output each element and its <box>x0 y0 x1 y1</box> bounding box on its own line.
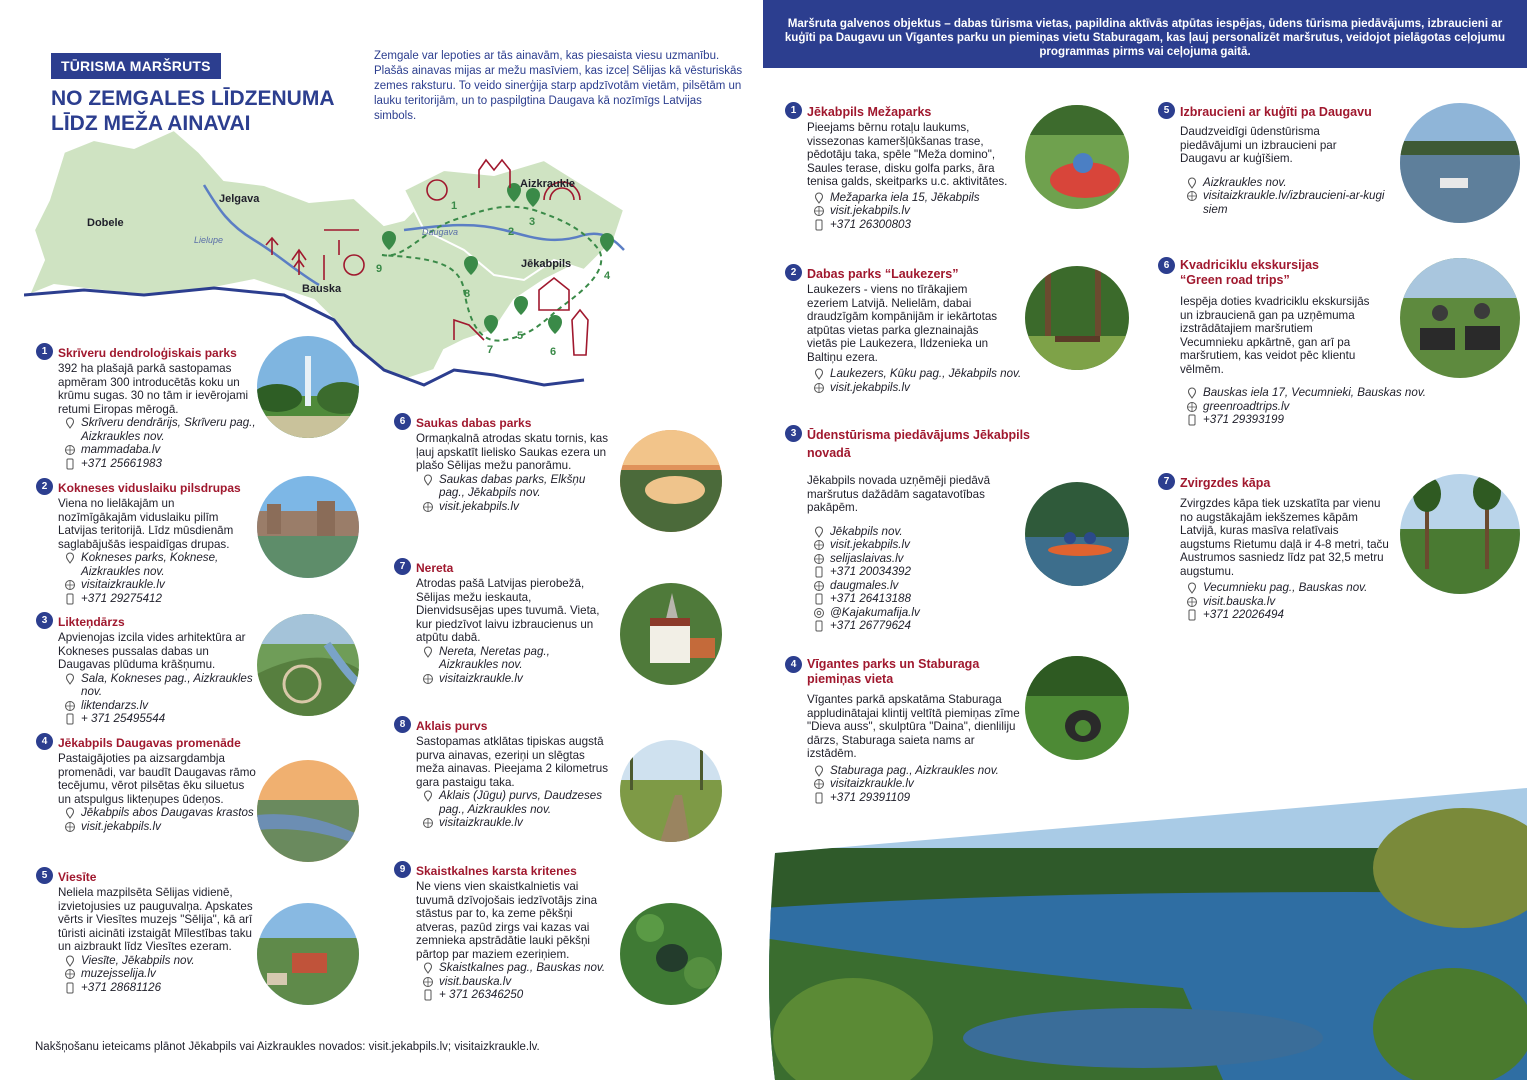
entry-title: Saukas dabas parks <box>416 416 532 430</box>
photo-amphitheatre <box>257 614 359 716</box>
globe-icon <box>64 444 76 456</box>
phone-icon <box>64 458 76 470</box>
entry-badge: 4 <box>785 656 802 673</box>
pin-icon <box>1186 387 1198 399</box>
right-entry-5: 5 Izbraucieni ar kuģīti pa Daugavu Daudzveidīgi ūdenstūrisma piedāvājumi un izbraucieni par Daugavu ar kuģīšiem. Aizkraukles nov. visitaizkraukle.lv/izbraucieni-ar-kugisiem <box>1158 103 1398 216</box>
entry-desc: 392 ha plašajā parkā sastopamas apmēram 300 introducētās koku un krūmu sugas. 30 no tām ir ievērojami retumi Eiropas mērogā. <box>58 362 249 416</box>
pin-icon <box>64 807 76 819</box>
phone-icon <box>422 989 434 1001</box>
map-city-aizkraukle: Aizkraukle <box>520 178 576 190</box>
pin-icon <box>64 673 76 685</box>
entry-desc: Pieejams bērnu rotaļu laukums, vissezonas kameršļūkšanas trase, pēdotāju taka, spēle "Meža domino", Saules terase, disku golfa parks, āra tenisa galds, skeitparks u.c. aktivitātes. <box>807 121 1008 188</box>
phone-icon <box>64 982 76 994</box>
entry-badge: 5 <box>36 867 53 884</box>
entry-desc: Ne viens vien skaistkalnietis vai tuvumā dzīvojošais iedzīvotājs zina stāstus par to, ka zeme pēkšņi atveras, pazūd zirgs vai kazas vai zemnieka apstrādātie lauki pēkšņi pārtop par maziem ezeriņiem. <box>416 880 598 961</box>
globe-icon <box>422 501 434 513</box>
entry-title: Likteņdārzs <box>58 615 125 629</box>
entry-title: Aklais purvs <box>416 719 488 733</box>
phone-icon <box>64 593 76 605</box>
entry-badge: 6 <box>1158 257 1175 274</box>
globe-icon <box>1186 190 1198 202</box>
pin-icon <box>422 474 434 486</box>
globe-icon <box>813 205 825 217</box>
entry-title: Jēkabpils Daugavas promenāde <box>58 736 241 750</box>
map-river-label-lielupe: Lielupe <box>194 235 224 245</box>
intro-text: Zemgale var lepoties ar tās ainavām, kas piesaista viesu uzmanību. Plašās ainavas mijas ar mežu masīviem, kas izceļ Sēlijas kā vēsturiskās zemes raksturu. To veido sinerģija starp apdzīvotām vietām, pilsētām un lauku teritorijām, un to paspilgtina Daugava kā nozīmīgs Latvijas simbols. <box>374 50 743 122</box>
at-icon <box>813 607 825 619</box>
globe-icon <box>64 700 76 712</box>
photo-lake-panorama <box>763 788 1527 1080</box>
footer-note: Nakšņošanu ieteicams plānot Jēkabpils vai Aizkraukles novados: visit.jekabpils.lv; visitaizkraukle.lv. <box>35 1041 540 1053</box>
entry-title: Kokneses viduslaiku pilsdrupas <box>58 481 241 495</box>
entry-badge: 2 <box>785 264 802 281</box>
entry-desc: Vīgantes parkā apskatāma Staburaga appludinātajai klintij veltītā piemiņas zīme "Dieva auss", skulptūra "Daina", dienliliju dārzs, Staburaga saieta nams ar izstādēm. <box>807 693 1020 760</box>
photo-viesite <box>257 903 359 1005</box>
photo-karst-sinkhole <box>620 903 722 1005</box>
phone-icon <box>813 219 825 231</box>
map-stop-7: 7 <box>487 344 494 356</box>
photo-picnic-forest <box>1025 266 1129 370</box>
pin-icon <box>813 368 825 380</box>
pin-icon <box>64 955 76 967</box>
entry-badge: 6 <box>394 413 411 430</box>
right-entry-2: 2 Dabas parks “Laukezers” Laukezers - viens no tīrākajiem ezeriem Latvijā. Nelielām, dabai draudzīgām kompānijām ir iekārtotas atpūtas vietas parka gleznainajās vietās pie Laukezera, Ildzenieka un Baltiņu ezera. Laukezers, Kūku pag., Jēkabpils nov. visit.jekabpils.lv <box>785 265 1035 394</box>
entry-badge: 2 <box>36 478 53 495</box>
left-entry-5: 5 Viesīte Neliela mazpilsēta Sēlijas vidienē, izvietojusies uz pauguvalņa. Apskates vērts ir Viesītes muzejs "Sēlija", kā arī tūristi aicināti izstaigāt Mīlestības taku un aizbraukt līdz Viesītes ezeram. Viesīte, Jēkabpils nov. muzejsselija.lv +371 28681126 <box>36 868 256 994</box>
entry-badge: 3 <box>36 612 53 629</box>
right-entry-6: 6 Kvadriciklu ekskursijas “Green road trips” Iespēja doties kvadriciklu ekskursijās un izbraucienā gan pa uzņēmuma izstrādātajiem maršrutiem Vecumnieku apkārtnē, gan arī pa maršrutiem, kas veidot pēc klientu vēlmēm. Bauskas iela 17, Vecumnieki, Bauskas nov. greenroadtrips.lv +371 29393199 <box>1158 258 1458 427</box>
meta-phone: +371 25661983 <box>64 457 256 471</box>
map-stop-4: 4 <box>604 270 611 282</box>
entry-desc: Neliela mazpilsēta Sēlijas vidienē, izvietojusies uz pauguvalņa. Apskates vērts ir Viesītes muzejs "Sēlija", kā arī tūristi aicināti izstaigāt Mīlestības taku un aizbraukt līdz Viesītes ezeram. <box>58 886 253 953</box>
right-entry-3: 3 Ūdenstūrisma piedāvājums Jēkabpils novadā Jēkabpils novada uzņēmēji piedāvā maršrutus dažādām sagatavotības pakāpēm. Jēkabpils nov. visit.jekabpils.lv selijaslaivas.lv +371 20034392 daugmales.lv +371 26413188 @Kajakumafija.lv +371 26779624 <box>785 426 1035 633</box>
page-title <box>51 86 361 136</box>
map-river-label-daugava: Daugava <box>422 227 459 237</box>
photo-castle-ruins <box>257 476 359 578</box>
entry-desc: Daudzveidīgi ūdenstūrisma piedāvājumi un izbraucieni par Daugavu ar kuģīšiem. <box>1180 125 1337 165</box>
middle-entry-7: 7 Nereta Atrodas pašā Latvijas pierobežā, Sēlijas mežu ieskauta, Dienvidsusējas upes tuvumā. Vieta, kur piedzīvot laivu izbraucienus un atpūtu dabā. Nereta, Neretas pag., Aizkraukles nov. visitaizkraukle.lv <box>394 559 610 685</box>
left-entry-1 <box>36 344 256 470</box>
entry-badge: 8 <box>394 716 411 733</box>
pin-icon <box>422 790 434 802</box>
pin-icon <box>1186 177 1198 189</box>
middle-entry-6: 6 Saukas dabas parks Ormaņkalnā atrodas skatu tornis, kas ļauj apskatīt lielisko Saukas ezera un plašo Sēlijas mežu panorāmu. Saukas dabas parks, Elkšņu pag., Jēkabpils nov. visit.jekabpils.lv <box>394 414 610 513</box>
entry-desc: Pastaigājoties pa aizsargdambja promenādi, var baudīt Daugavas rāmo tecējumu, vērot pilsētas ēku siluetus un atspulgus likteņupes ūdeņos. <box>58 752 256 806</box>
pin-icon <box>813 765 825 777</box>
entry-desc: Jēkabpils novada uzņēmēji piedāvā maršrutus dažādām sagatavotības pakāpēm. <box>807 474 991 514</box>
entry-title: Nereta <box>416 561 454 575</box>
title-line-2: LĪDZ MEŽA AINAVAI <box>51 112 251 135</box>
entry-title: Kvadriciklu ekskursijas “Green road trips” <box>1180 258 1319 287</box>
entry-title: Skaistkalnes karsta kritenes <box>416 864 577 878</box>
pin-icon <box>422 962 434 974</box>
entry-title: Dabas parks “Laukezers” <box>807 267 959 281</box>
photo-bog-boardwalk <box>620 740 722 842</box>
entry-badge: 7 <box>1158 473 1175 490</box>
phone-icon <box>1186 414 1198 426</box>
globe-icon <box>422 817 434 829</box>
entry-desc: Sastopamas atklātas tipiskas augstā purva ainavas, ezeriņi un slēgtas meža ainavas. Pieejama 2 kilometrus gara pastaigu taka. <box>416 735 609 789</box>
map-stop-9: 9 <box>376 263 383 275</box>
map-stop-2: 2 <box>508 226 515 238</box>
entry-title: Viesīte <box>58 870 97 884</box>
map-city-jelgava: Jelgava <box>219 193 260 205</box>
globe-icon <box>813 580 825 592</box>
globe-icon <box>422 976 434 988</box>
right-entry-4: 4 Vīgantes parks un Staburaga piemiņas vieta Vīgantes parkā apskatāma Staburaga appludinātajai klintij veltītā piemiņas zīme "Dieva auss", skulptūra "Daina", dienliliju dārzs, Staburaga saieta nams ar izstādēm. Staburaga pag., Aizkraukles nov. visitaizkraukle.lv +371 29391109 <box>785 657 1035 804</box>
map-stop-5: 5 <box>517 330 524 342</box>
map-city-jekabpils: Jēkabpils <box>521 258 572 270</box>
phone-icon <box>1186 609 1198 621</box>
middle-entry-8: 8 Aklais purvs Sastopamas atklātas tipiskas augstā purva ainavas, ezeriņi un slēgtas meža ainavas. Pieejama 2 kilometrus gara pastaigu taka. Aklais (Jūgu) purvs, Daudzeses pag., Aizkraukles nov. visitaizkraukle.lv <box>394 717 610 830</box>
map-city-bauska: Bauska <box>302 283 342 295</box>
phone-icon <box>813 620 825 632</box>
map-stop-3: 3 <box>529 216 536 228</box>
pin-icon <box>813 526 825 538</box>
photo-nereta-church <box>620 583 722 685</box>
right-entry-7: 7 Zvirgzdes kāpa Zvirgzdes kāpa tiek uzskatīta par vienu no augstākajām iekšzemes kāpām Latvijā, kuras masīva relatīvais augstums Rietumu daļā ir 4-8 metri, taču Austrumos sasniedz līdz pat 32,5 metru augstumu. Vecumnieku pag., Bauskas nov. visit.bauska.lv +371 22026494 <box>1158 474 1398 622</box>
globe-icon <box>813 382 825 394</box>
globe-icon <box>813 553 825 565</box>
entry-desc: Zvirgzdes kāpa tiek uzskatīta par vienu no augstākajām iekšzemes kāpām Latvijā, kuras masīva relatīvais augstums Rietumu daļā ir 4-8 metri, taču Austrumos sasniedz līdz pat 32,5 metru augstumu. <box>1180 497 1389 578</box>
pin-icon <box>813 192 825 204</box>
globe-icon <box>1186 401 1198 413</box>
pin-icon <box>422 646 434 658</box>
phone-icon <box>64 713 76 725</box>
entry-desc: Ormaņkalnā atrodas skatu tornis, kas ļauj apskatīt lielisko Saukas ezera un plašo Sēlijas mežu panorāmu. <box>416 432 609 472</box>
photo-dune-forest <box>1400 474 1520 594</box>
entry-desc: Atrodas pašā Latvijas pierobežā, Sēlijas mežu ieskauta, Dienvidsusējas upes tuvumā. Vieta, kur piedzīvot laivu izbraucienus un atpūtu dabā. <box>416 577 600 644</box>
entry-desc: Apvienojas izcila vides arhitektūra ar Kokneses pussalas dabas un Daugavas plūduma krāšņumu. <box>58 631 246 671</box>
entry-badge: 3 <box>785 425 802 442</box>
left-entry-4: 4 Jēkabpils Daugavas promenāde Pastaigājoties pa aizsargdambja promenādi, var baudīt Daugavas rāmo tecējumu, vērot pilsētas ēku siluetus un atspulgus likteņupes ūdeņos. Jēkabpils abos Daugavas krastos visit.jekabpils.lv <box>36 734 256 833</box>
globe-icon <box>1186 596 1198 608</box>
globe-icon <box>64 579 76 591</box>
entry-badge: 5 <box>1158 102 1175 119</box>
entry-desc: Laukezers - viens no tīrākajiem ezeriem Latvijā. Nelielām, dabai draudzīgām kompānijām ir iekārtotas atpūtas vietas parka gleznainajās vietās pie Laukezera, Ildzenieka un Baltiņu ezera. <box>807 283 998 364</box>
entry-title: Vīgantes parks un Staburaga piemiņas vieta <box>807 657 980 686</box>
globe-icon <box>64 821 76 833</box>
right-banner: Maršruta galvenos objektus – dabas tūrisma vietas, papildina aktīvās atpūtas iespējas, ūdens tūrisma piedāvājums, izbraucieni ar kuģīti pa Daugavu un Vīgantes parku un piemiņas vietu Staburagam, kas ļauj personalizēt maršrutus, veidojot pielāgotas ceļojumu programmas pirms vai ceļojuma gaitā. <box>763 0 1527 68</box>
meta-address: Skrīveru dendrārijs, Skrīveru pag., Aizkraukles nov. <box>64 416 256 443</box>
meta-web: mammadaba.lv <box>64 443 256 457</box>
entry-title: Zvirgzdes kāpa <box>1180 476 1271 490</box>
entry-desc: Viena no lielākajām un nozīmīgākajām viduslaiku pilīm Latvijas teritorijā. Līdz mūsdienām saglabājušās iespaidīgas drupas. <box>58 497 234 551</box>
map-stop-6: 6 <box>550 346 557 358</box>
right-entry-1: 1 Jēkabpils Mežaparks Pieejams bērnu rotaļu laukums, vissezonas kameršļūkšanas trase, pēdotāju taka, spēle "Meža domino", Saules terase, disku golfa parks, āra tenisa galds, skeitparks u.c. aktivitātes. Mežaparka iela 15, Jēkabpils visit.jekabpils.lv +371 26300803 <box>785 103 1025 231</box>
left-entry-2: 2 Kokneses viduslaiku pilsdrupas Viena no lielākajām un nozīmīgākajām viduslaiku pilīm Latvijas teritorijā. Līdz mūsdienām saglabājušās iespaidīgas drupas. Kokneses parks, Koknese, Aizkraukles nov. visitaizkraukle.lv +371 29275412 <box>36 479 256 605</box>
photo-quad-bikes <box>1400 258 1520 378</box>
pin-icon <box>64 417 76 429</box>
route-tag: TŪRISMA MARŠRUTS <box>51 53 221 79</box>
photo-boat-daugava <box>1400 103 1520 223</box>
entry-title: Izbraucieni ar kuģīti pa Daugavu <box>1180 105 1372 119</box>
pin-icon <box>1186 582 1198 594</box>
entry-badge: 1 <box>785 102 802 119</box>
entry-badge: 1 <box>36 343 53 360</box>
pin-icon <box>64 552 76 564</box>
phone-icon <box>813 593 825 605</box>
photo-fountain <box>257 336 359 438</box>
map-stop-1: 1 <box>451 200 458 212</box>
photo-ear-sculpture <box>1025 656 1129 760</box>
photo-promenade <box>257 760 359 862</box>
photo-kayakers <box>1025 482 1129 586</box>
globe-icon <box>422 673 434 685</box>
title-line-1: NO ZEMGALES LĪDZENUMA <box>51 87 335 110</box>
map-city-dobele: Dobele <box>87 217 124 229</box>
map-stop-8: 8 <box>464 288 471 300</box>
entry-desc: Iespēja doties kvadriciklu ekskursijās un izbraucienā gan pa uzņēmuma izstrādātajiem maršrutiem Vecumnieku apkārtnē, gan arī pa maršrutiem, kas veidot pēc klientu vēlmēm. <box>1180 295 1370 376</box>
entry-badge: 9 <box>394 861 411 878</box>
left-entry-3: 3 Likteņdārzs Apvienojas izcila vides arhitektūra ar Kokneses pussalas dabas un Daugavas plūduma krāšņumu. Sala, Kokneses pag., Aizkraukles nov. liktendarzs.lv + 371 25495544 <box>36 613 256 726</box>
entry-badge: 7 <box>394 558 411 575</box>
globe-icon <box>64 968 76 980</box>
photo-sauka-lake <box>620 430 722 532</box>
entry-title: Jēkabpils Mežaparks <box>807 105 932 119</box>
entry-badge: 4 <box>36 733 53 750</box>
entry-title: Ūdenstūrisma piedāvājums Jēkabpils novadā <box>807 428 1031 460</box>
photo-tubing <box>1025 105 1129 209</box>
phone-icon <box>813 566 825 578</box>
middle-entry-9: 9 Skaistkalnes karsta kritenes Ne viens vien skaistkalnietis vai tuvumā dzīvojošais iedzīvotājs zina stāstus par to, ka zeme pēkšņi atveras, pazūd zirgs vai kazas vai zemnieka apstrādātie lauki pēkšņi pārtop par maziem ezeriņiem. Skaistkalnes pag., Bauskas nov. visit.bauska.lv + 371 26346250 <box>394 862 614 1002</box>
entry-title: Skrīveru dendroloģiskais parks <box>58 346 237 360</box>
globe-icon <box>813 539 825 551</box>
